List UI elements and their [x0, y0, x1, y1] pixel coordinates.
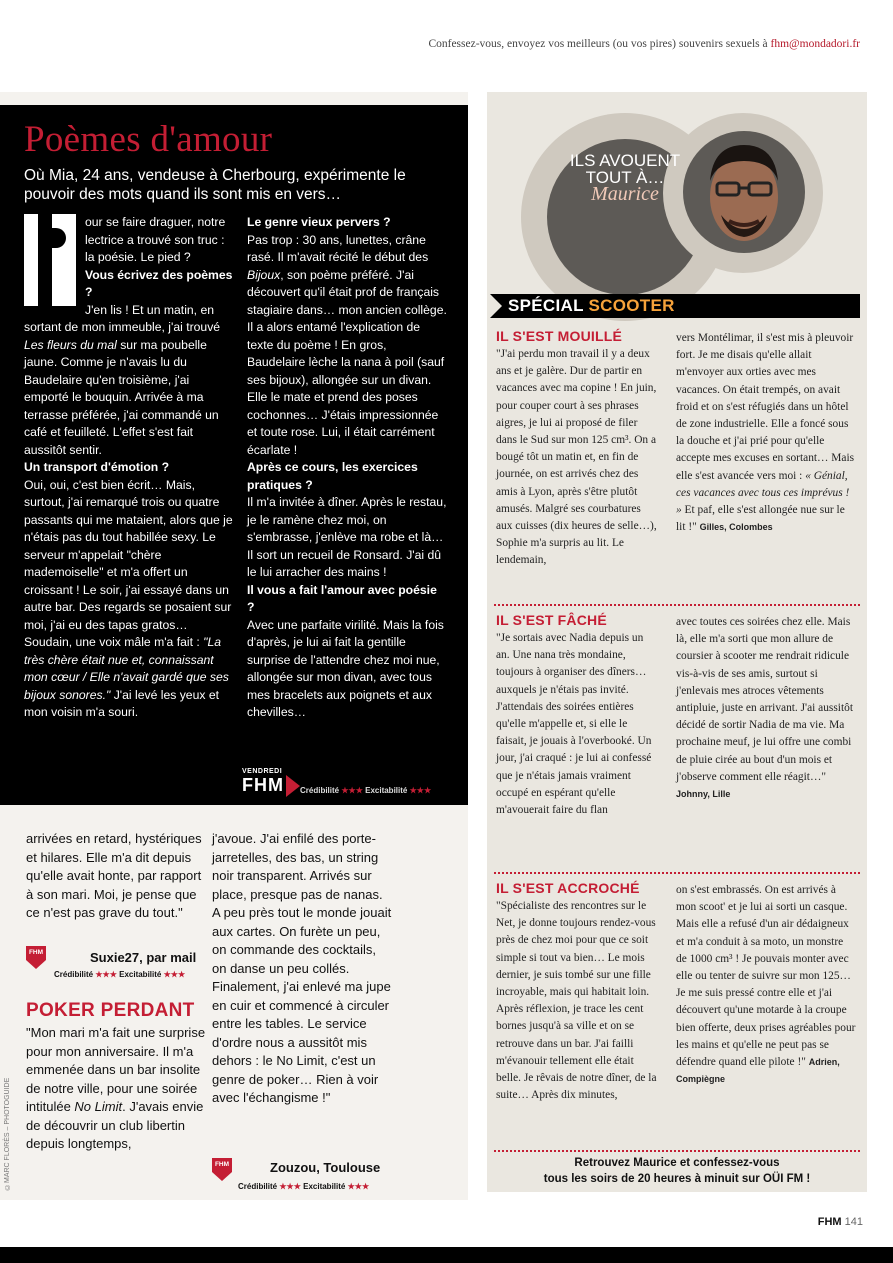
- header-intro: Confessez-vous, envoyez vos meilleurs (ou vos pires) souvenirs sexuels à: [428, 38, 771, 50]
- question: Il vous a fait l'amour avec poésie ?: [247, 582, 437, 614]
- face-icon: [683, 131, 805, 253]
- story-title: IL S'EST FÂCHÉ: [496, 612, 607, 628]
- story-text: on s'est embrassés. On est arrivés à mon scoot' et je lui ai sorti un casque. Mais elle a refusé d'un air dédaigneux et m'a conduit à sa moto, un monstre de 1000 cm³ ! Je pouvais monter avec elle ou tenter de suivre sur mon 125… Je me suis pressé contre elle et j'ai découvert qu'une motarde à la croupe bien offerte, deux prises agréables pour les mains et qu'elle ne peut pas se défendre quand elle pilote !" Adrien, Compiègne: [676, 884, 856, 1085]
- question: Vous écrivez des poèmes ?: [85, 267, 233, 299]
- story-title: IL S'EST MOUILLÉ: [496, 328, 623, 344]
- photo-credit: ©MARC FLORÈS – PHOTOGUIDE: [4, 1077, 11, 1190]
- question: Après ce cours, les exercices pratiques ?: [247, 460, 418, 492]
- portrait-photo: [683, 131, 805, 253]
- dropcap-p: [24, 214, 76, 306]
- signature: Suxie27, par mail: [90, 950, 197, 965]
- story-text: vers Montélimar, il s'est mis à pleuvoir fort. Je me disais qu'elle allait m'envoyer aux orties avec mes vacances. On était trempés, on avait froid et on s'est réfugiés dans un hôtel de zone industrielle. Elle a foncé sous la douche et j'ai prié pour qu'elle accepte mes excuses en sortant… Mais elle s'est avancée vers moi : « Génial, ces vacances avec tous ces imprévus ! » Et paf, elle s'est allongée nue sur le lit !" Gilles, Colombes: [676, 332, 855, 534]
- story-text: "J'ai perdu mon travail il y a deux ans et je galère. Dur de partir en vacances avec ma copine ! En juin, pour couper court à ses phrases aigres, je lui ai proposé de filer dans le Sud sur mon 125 cm³. On a bougé tôt un matin et, en fin de journée, on est arrivés chez des amis à Lyon, après s'être plutôt amusés. Malgré ses courbatures aux cuisses (dix heures de selle…), Sophie m'a surpris au lit. Le lendemain,: [496, 348, 657, 567]
- feature-column-2: Le genre vieux pervers ? Pas trop : 30 ans, lunettes, crâne rasé. Il m'avait récité le début des Bijoux, son poème préféré. J'ai découvert qu'il était prof de français stagiaire dans… mon ancien collège. Il a alors entamé l'explication de texte du poème ! En gros, Baudelaire lèche la nana à poil (sauf ses bijoux), allongée sur un divan. Elle le mate et prend des poses cochonnes… J'étais impressionnée et toute rose. Lui, il était carrément écarlate ! Après ce cours, les exercices pratiques ? Il m'a invitée à dîner. Après le restau, je le ramène chez moi, on s'embrasse, j'enlève ma robe et là… Il sort un recueil de Ronsard. J'ai dû le lui arracher des mains ! Il vous a fait l'amour avec poésie ? Avec une parfaite virilité. Mais la fois d'après, je lui ai fait la gentille surprise de l'attendre chez moi nue, allongée sur mon divan, avec tous mes bracelets aux poignets et aux chevilles…: [247, 215, 447, 719]
- header-line: [300, 38, 860, 50]
- feature-column-1: our se faire draguer, notre lectrice a trouvé son truc : la poésie. Le pied ? Vous écrivez des poèmes ? J'en lis ! Et un matin, en sortant de mon immeuble, j'ai trouvé Les fleurs du mal sur ma poubelle jaune. Comme je n'avais lu du Baudelaire qu'en troisième, j'ai emporté le bouquin. Arrivée à ma terrasse préférée, j'ai commandé un café et feuilleté. L'effet s'est fait aussitôt sentir. Un transport d'émotion ? Oui, oui, c'est bien écrit… Mais, surtout, j'ai remarqué trois ou quatre passants qui me mataient, alors que je n'étais pas du tout habillée sexy. Le serveur m'appelait "chère mademoiselle" et m'a offert un croissant ! Le soir, j'ai essayé dans un autre bar. Des regards se posaient sur moi, j'ai eu des tapas gratos… Soudain, une voix mâle m'a fait : "La très chère était nue et, connaissant mon cœur / Elle n'avait gardé que ses bijoux sonores." J'ai levé les yeux et mon voisin m'a souri.: [24, 215, 233, 719]
- poker-text: "Mon mari m'a fait une surprise pour mon anniversaire. Il m'a emmenée dans un bar insolite de notre ville, pour une soirée intitulée No Limit. J'avais envie de découvrir un club libertin depuis longtemps,: [26, 1025, 206, 1151]
- host-name: Maurice: [591, 183, 659, 205]
- poker-title: POKER PERDANT: [26, 1000, 195, 1021]
- radio-footer: Retrouvez Maurice et confessez-vous tous les soirs de 20 heures à minuit sur OÜI FM !: [543, 1157, 811, 1185]
- small-rating: Crédibilité ★★★ Excitabilité ★★★: [54, 970, 186, 979]
- feature-title: Poèmes d'amour: [24, 119, 273, 160]
- divider: [494, 1150, 860, 1152]
- special-title: SPÉCIAL SCOOTER: [508, 296, 675, 315]
- feature-subtitle: Où Mia, 24 ans, vendeuse à Cherbourg, expérimente le pouvoir des mots quand ils sont mis en vers…: [24, 167, 406, 203]
- small-rating: Crédibilité ★★★ Excitabilité ★★★: [238, 1182, 370, 1191]
- divider: [494, 872, 860, 874]
- fhm-small-logo: FHM: [212, 1158, 232, 1182]
- flag-arrow-icon: [286, 775, 300, 797]
- feature-intro: our se faire draguer, notre lectrice a trouvé son truc : la poésie. Le pied ?: [85, 215, 226, 264]
- feature-rating: Crédibilité ★★★ Excitabilité ★★★: [300, 786, 432, 795]
- page-number: FHM 141: [817, 1216, 863, 1228]
- question: Un transport d'émotion ?: [24, 460, 170, 474]
- fhm-small-logo: FHM: [26, 946, 46, 970]
- ils-avouent: ILS AVOUENT TOUT À… Maurice: [566, 152, 684, 203]
- header-email[interactable]: fhm@mondadori.fr: [770, 38, 860, 50]
- divider: [494, 604, 860, 606]
- signature: Zouzou, Toulouse: [270, 1160, 381, 1175]
- fhm-logo: VENDREDI FHM: [242, 768, 300, 797]
- story-text: "Spécialiste des rencontres sur le Net, je donne toujours rendez-vous près de chez moi pour que ce soit simple si tout va bien… Le mois dernier, je suis tombé sur une fille incroyable, mais qui habitait loin. Après réflexion, je trace les cent bornes jusqu'à sa ville et on se retrouve dans un bar. J'ai failli m'évanouir tellement elle était belle. Je rêvais de notre dîner, de la suite… Après dix minutes,: [496, 900, 657, 1102]
- lower-left-column-2: j'avoue. J'ai enfilé des porte-jarretelles, des bas, un string noir transparent. Arrivés sur place, presque pas de nanas. A peu près tout le monde jouait aux cartes. On furète un peu, on commande des cocktails, on danse un peu collés. Finalement, j'ai enlevé ma jupe en cuir et commencé à circuler entre les tables. Le service d'ordre nous a aussitôt mis dehors : le No Limit, c'est un genre de poker… Rien à voir avec l'échangisme !": [212, 831, 392, 1105]
- story-text: "Je sortais avec Nadia depuis un an. Une nana très mondaine, toujours à organiser des dîners… auxquels je n'étais pas invité. J'attendais des soirées entières qu'elle m'appelle et, si elle le faisait, je jouais à l'overbooké. Un jour, j'ai craqué : je lui ai confessé que je n'étais jamais vraiment occupé en espérant qu'elle m'avouerait faire du flan: [496, 632, 652, 817]
- bottom-bar: [0, 1247, 893, 1263]
- story-text: avec toutes ces soirées chez elle. Mais là, elle m'a sorti que mon allure de coursier à scooter me rendrait ridicule vis-à-vis de ses amis, surtout si j'enlevais mes atroces vêtements antipluie, juste en arrivant. J'ai aussitôt décidé de sortir Nadia de ma vie. Ma prochaine meuf, je lui offre une combi de pluie cirée au bout d'un mois et j'observe comment elle réagit…" Johnny, Lille: [676, 616, 853, 800]
- lower-left-column-1: arrivées en retard, hystériques et hilares. Elle m'a dit depuis qu'elle avait honte, par rapport à son mari. Moi, je pense que ce n'est pas grave du tout.": [26, 831, 202, 920]
- story-title: IL S'EST ACCROCHÉ: [496, 880, 640, 896]
- question: Le genre vieux pervers ?: [247, 215, 391, 229]
